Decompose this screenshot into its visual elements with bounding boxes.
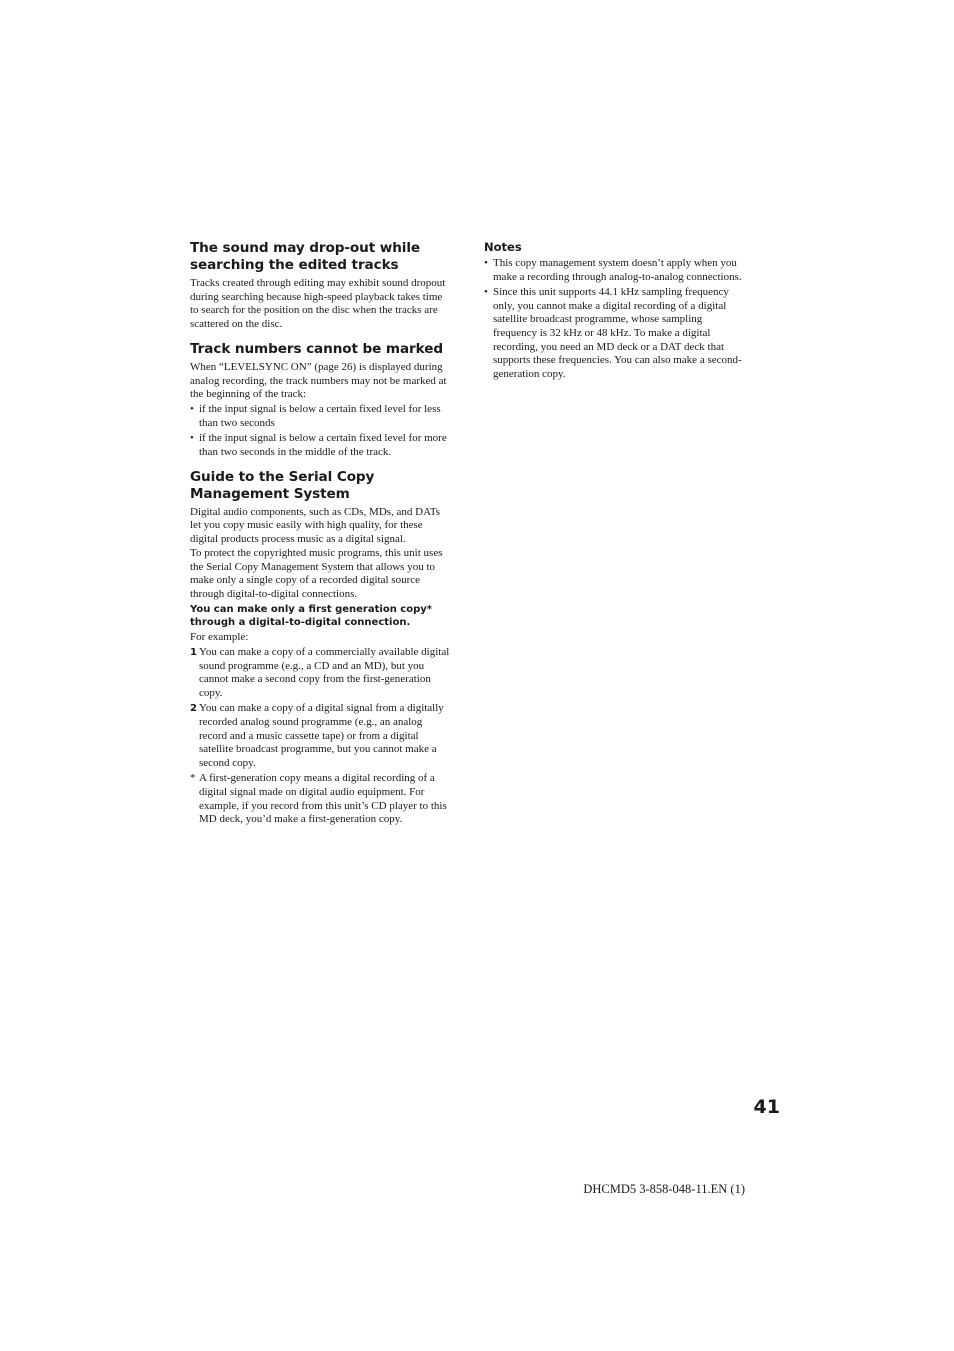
- document-code: DHCMD5 3-858-048-11.EN (1): [583, 1182, 745, 1196]
- footnote-text: A first-generation copy means a digital recording of a digital signal made on digital audio equipment. For example, if you record from this unit’s CD player to this MD deck, you’d make a first-generation copy.: [199, 772, 447, 826]
- bullet-item: • if the input signal is below a certain fixed level for more than two seconds in the middle of the track.: [190, 432, 453, 459]
- section-heading: Track numbers cannot be marked: [190, 340, 443, 357]
- numbered-item: [190, 702, 453, 771]
- footnote-mark: *: [190, 772, 196, 785]
- paragraph: When “LEVELSYNC ON” (page 26) is displayed during analog recording, the track numbers may not be marked at the beginning of the track:: [190, 360, 447, 401]
- bold-note: You can make only a first generation copy* through a digital-to-digital connection.: [190, 604, 432, 629]
- notes-heading: Notes: [484, 240, 522, 254]
- page-number: 41: [753, 1096, 780, 1118]
- left-column: [190, 240, 453, 836]
- paragraph: Digital audio components, such as CDs, MDs, and DATs let you copy music easily with high quality, for these digital products process music as a digital signal.: [190, 505, 441, 546]
- section-scms-guide: [190, 469, 453, 827]
- paragraph: Tracks created through editing may exhibit sound dropout during searching because high-speed playback takes time to search for the position on the disc when the tracks are scattered on the disc.: [190, 277, 446, 331]
- paragraph: To protect the copyrighted music programs, this unit uses the Serial Copy Management System that allows you to make only a single copy of a recorded digital source through digital-to-digital connections.: [190, 546, 443, 600]
- item-number: 1: [190, 646, 197, 658]
- footnote: [190, 772, 453, 827]
- section-track-numbers: [190, 341, 453, 460]
- bullet-item: • if the input signal is below a certain fixed level for less than two seconds: [190, 403, 453, 430]
- item-text: You can make a copy of a commercially available digital sound programme (e.g., a CD and an MD), but you cannot make a second copy from the first-generation copy.: [199, 645, 450, 699]
- item-number: 2: [190, 703, 197, 715]
- bullet-list: [190, 403, 453, 459]
- note-item: • This copy management system doesn’t apply when you make a recording through analog-to-analog connections.: [484, 257, 744, 284]
- item-text: You can make a copy of a digital signal from a digitally recorded analog sound programme (e.g., an analog record and a music cassette tape) or from a digital satellite broadcast programme, but you cannot make a second copy.: [199, 702, 444, 769]
- section-sound-dropout: [190, 240, 453, 332]
- example-label: For example:: [190, 630, 249, 643]
- section-heading: The sound may drop-out while searching the edited tracks: [190, 240, 421, 273]
- numbered-list: [190, 646, 453, 771]
- notes-list: [484, 257, 744, 382]
- note-item: • Since this unit supports 44.1 kHz sampling frequency only, you cannot make a digital recording of a digital satellite broadcast programme, whose sampling frequency is 32 kHz or 48 kHz. To make a digital recording, you need an MD deck or a DAT deck that supports these frequencies. You can also make a second-generation copy.: [484, 286, 744, 382]
- section-heading: Guide to the Serial Copy Management System: [190, 468, 375, 502]
- right-column: [484, 240, 744, 383]
- numbered-item: [190, 646, 453, 701]
